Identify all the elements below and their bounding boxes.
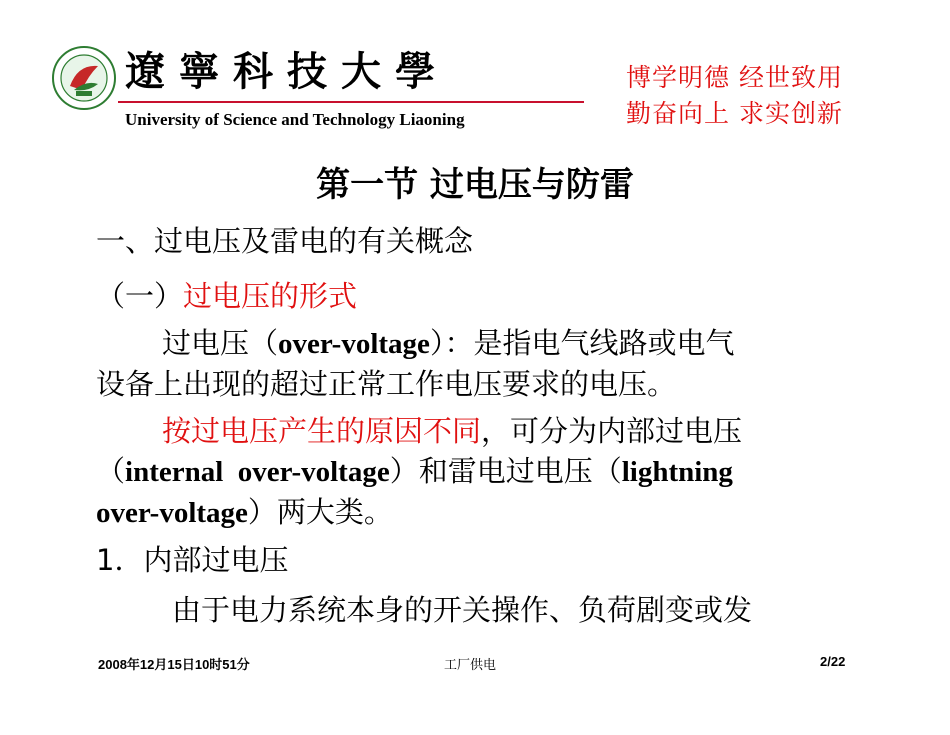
paragraph-2-line-3 bbox=[96, 494, 393, 531]
heading-2-prefix: （一） bbox=[96, 279, 184, 313]
list-item-1: 1．内部过电压 bbox=[96, 543, 289, 577]
slide-title: 第一节 过电压与防雷 bbox=[316, 165, 634, 205]
footer-course: 工厂供电 bbox=[444, 658, 497, 673]
p2-text-end: ）两大类。 bbox=[247, 495, 393, 529]
footer-page-number: 2/22 bbox=[820, 654, 846, 669]
p2-text-rest: ，可分为内部过电压 bbox=[481, 414, 743, 448]
paragraph-3-line-1: 由于电力系统本身的开关操作、负荷剧变或发 bbox=[172, 593, 753, 627]
paragraph-1-line-2: 设备上出现的超过正常工作电压要求的电压。 bbox=[96, 367, 677, 401]
p2-highlight: 按过电压产生的原因不同 bbox=[162, 414, 482, 448]
university-name-cn: 遼寧科技大學 bbox=[125, 48, 449, 95]
header-divider bbox=[118, 101, 584, 103]
heading-2 bbox=[96, 278, 357, 314]
p1-text-b: ）：是指电气线路或电气 bbox=[429, 326, 735, 360]
heading-1: 一、过电压及雷电的有关概念 bbox=[96, 224, 474, 258]
p2-english-term-1: internal over-voltage bbox=[125, 456, 390, 488]
p2-english-term-2: lightning bbox=[621, 456, 733, 488]
p2-paren-open: （ bbox=[96, 454, 126, 488]
p1-english-term: over-voltage bbox=[278, 328, 430, 360]
paragraph-2-line-2 bbox=[96, 453, 733, 490]
p1-text-a: 过电压（ bbox=[162, 326, 279, 360]
motto-line-2: 勤奋向上 求实创新 bbox=[626, 99, 843, 128]
paragraph-2-line-1 bbox=[162, 413, 742, 449]
heading-2-highlight: 过电压的形式 bbox=[183, 279, 358, 313]
university-logo bbox=[52, 46, 116, 110]
paragraph-1-line-1 bbox=[162, 325, 734, 362]
p2-text-mid: ）和雷电过电压（ bbox=[389, 454, 622, 488]
university-name-en: University of Science and Technology Liaoning bbox=[125, 110, 465, 129]
motto-line-1: 博学明德 经世致用 bbox=[626, 63, 843, 92]
footer-date: 2008年12月15日10时51分 bbox=[98, 657, 250, 672]
p2-english-term-3: over-voltage bbox=[96, 497, 248, 529]
